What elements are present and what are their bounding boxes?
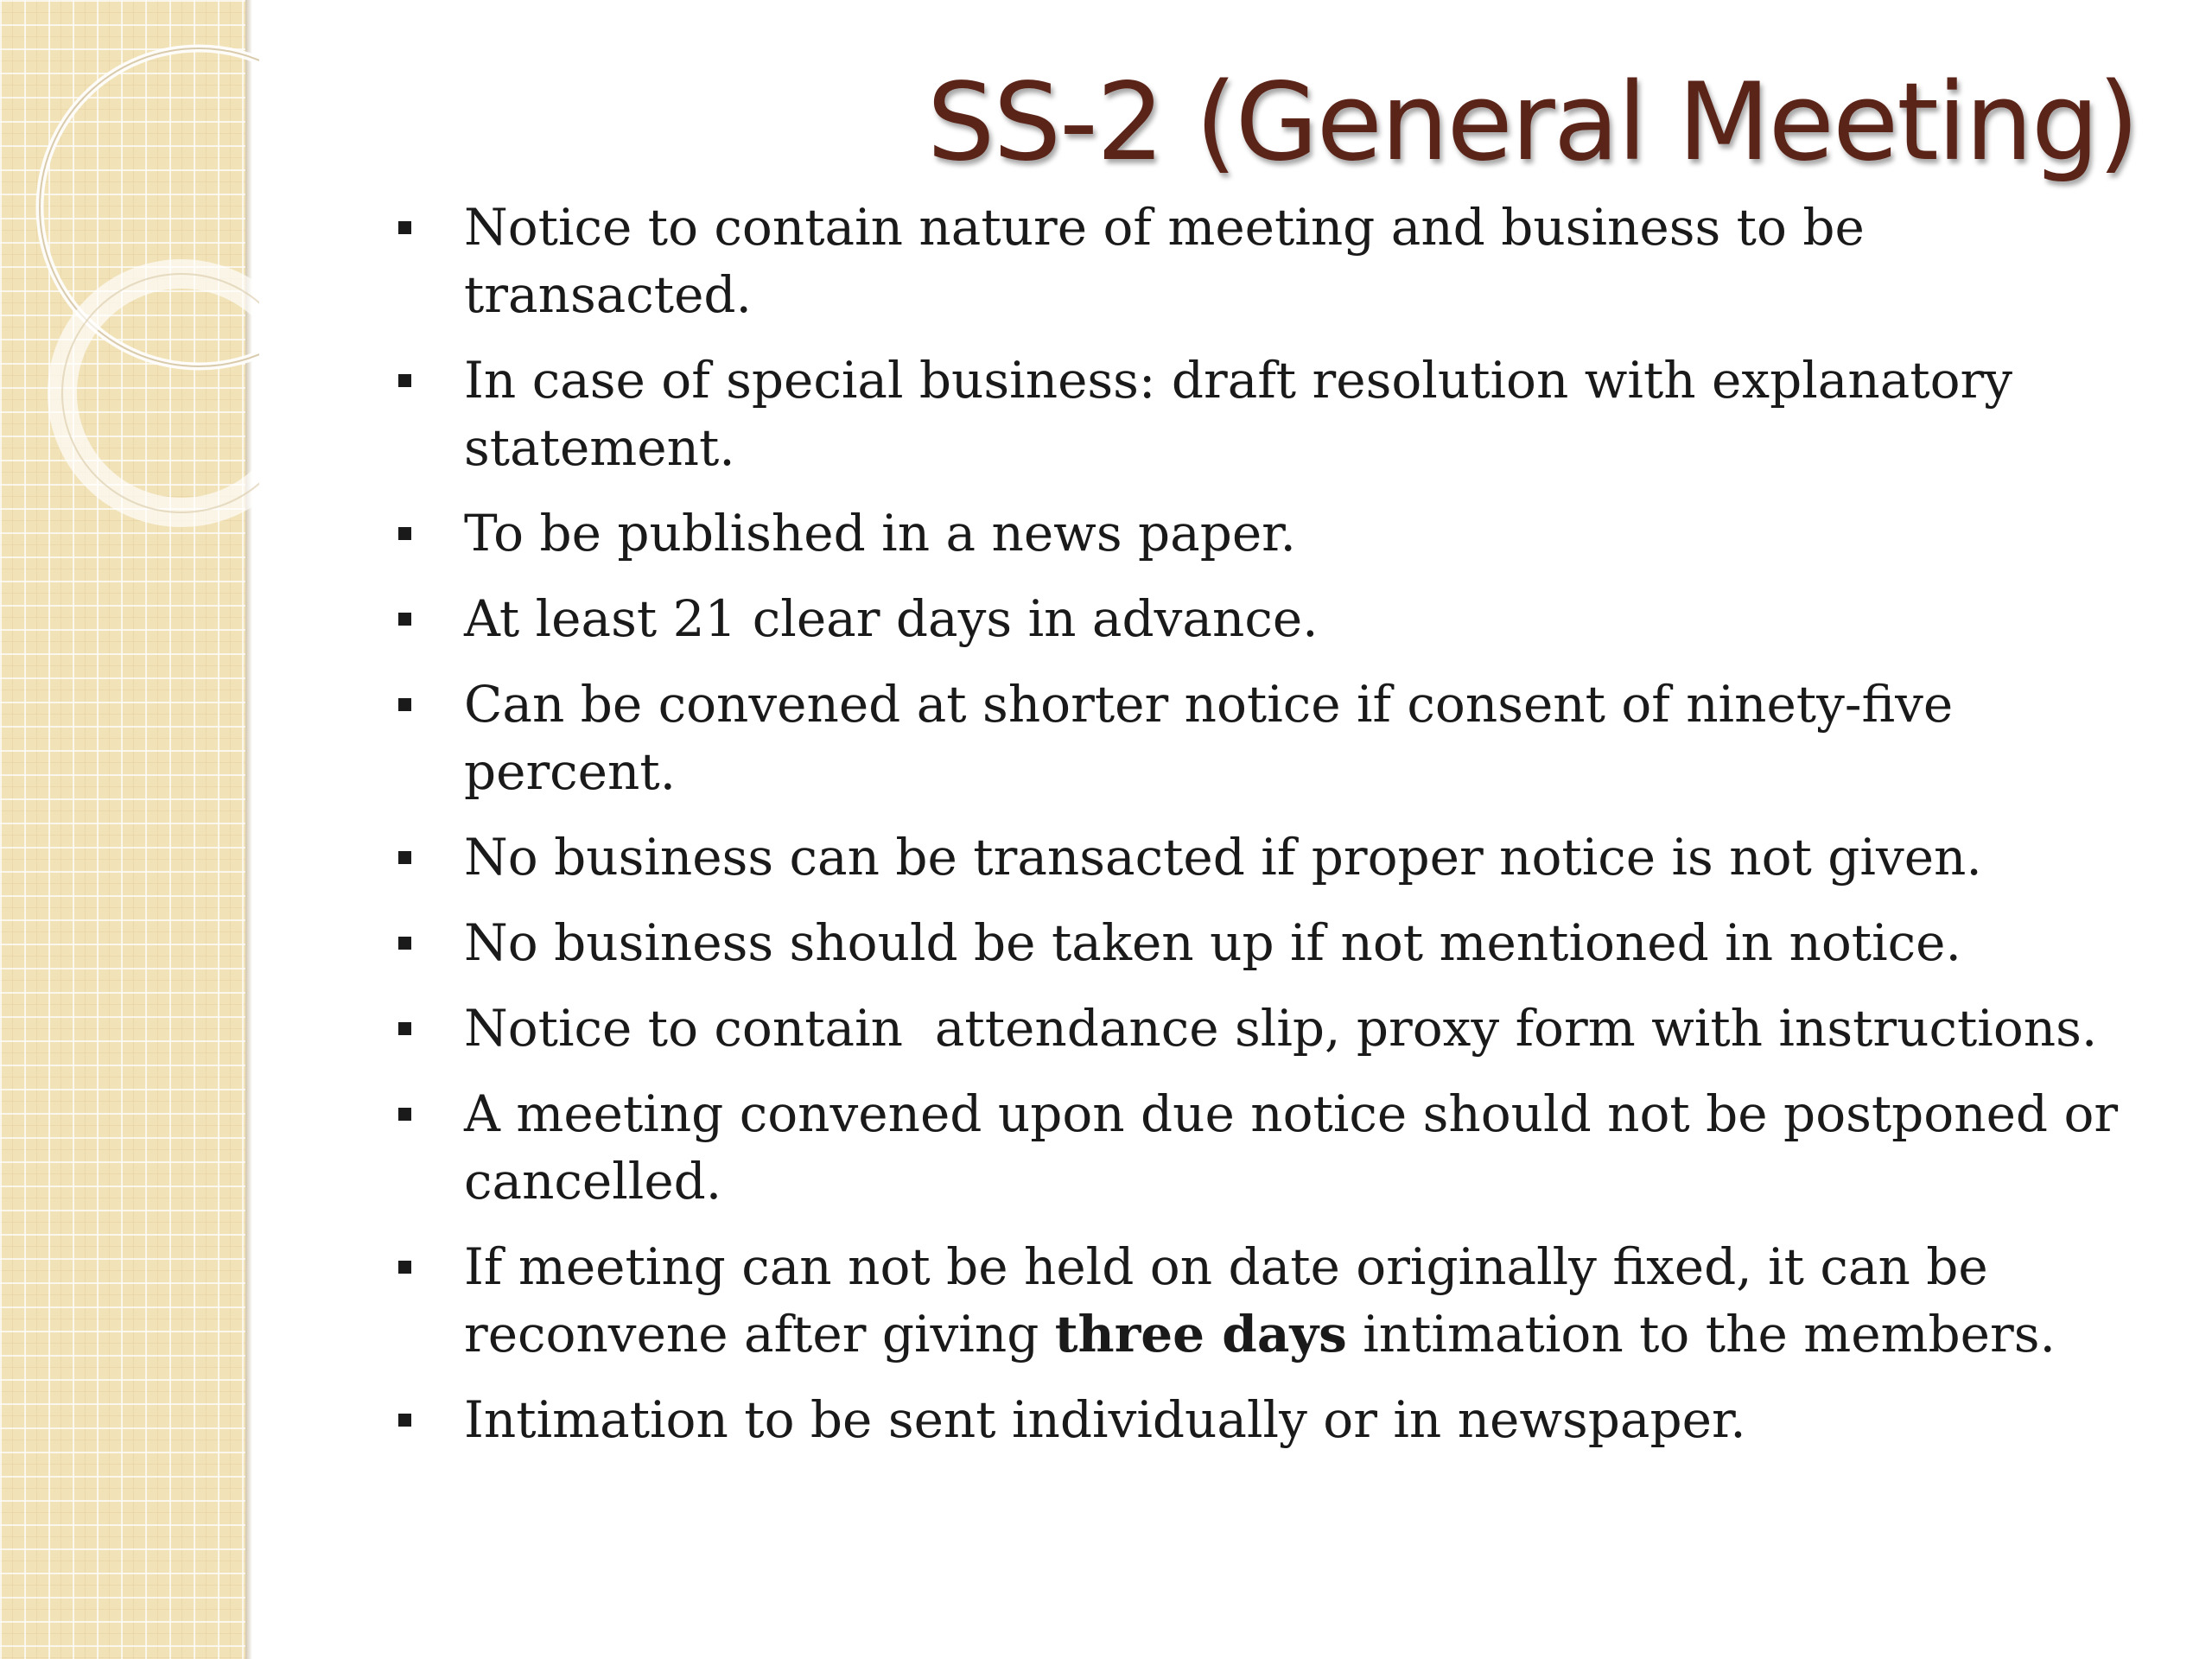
bullet-text-bold: three days xyxy=(1054,1305,1347,1363)
bullet-item xyxy=(393,823,2147,891)
bullet-item xyxy=(393,1386,2147,1453)
square-bullet-icon xyxy=(398,1022,411,1035)
square-bullet-icon xyxy=(398,613,411,626)
bullet-item xyxy=(393,194,2147,328)
bullet-text: No business should be taken up if not mentioned in notice. xyxy=(464,913,1961,972)
bullet-text: In case of special business: draft resolution with explanatory statement. xyxy=(464,351,2012,477)
bullet-text-after: intimation to the members. xyxy=(1346,1305,2056,1363)
bullet-text: Can be convened at shorter notice if consent of ninety-five percent. xyxy=(464,675,1954,801)
bullet-item xyxy=(393,346,2147,481)
bullet-list xyxy=(393,194,2147,1471)
bullet-text-before: If meeting can not be held on date originally fixed, it can be reconvene after giving xyxy=(464,1237,1988,1363)
bullet-item xyxy=(393,1080,2147,1215)
bullet-item xyxy=(393,671,2147,805)
square-bullet-icon xyxy=(398,937,411,950)
bullet-text xyxy=(464,1237,2056,1363)
square-bullet-icon xyxy=(398,221,411,234)
bullet-text: Notice to contain nature of meeting and business to be transacted. xyxy=(464,198,1865,324)
square-bullet-icon xyxy=(398,851,411,864)
bullet-item xyxy=(393,909,2147,976)
bullet-text: At least 21 clear days in advance. xyxy=(464,589,1319,648)
bullet-text: A meeting convened upon due notice should not be postponed or cancelled. xyxy=(464,1084,2119,1211)
bullet-text: No business can be transacted if proper notice is not given. xyxy=(464,828,1982,887)
square-bullet-icon xyxy=(398,1414,411,1427)
bullet-item xyxy=(393,585,2147,652)
square-bullet-icon xyxy=(398,527,411,540)
square-bullet-icon xyxy=(398,1108,411,1121)
bullet-text: To be published in a news paper. xyxy=(464,504,1296,563)
bullet-item xyxy=(393,499,2147,567)
square-bullet-icon xyxy=(398,374,411,387)
ring-decoration-icon xyxy=(0,0,259,553)
slide-title: SS-2 (General Meeting) xyxy=(926,60,2138,185)
bullet-text: Intimation to be sent individually or in newspaper. xyxy=(464,1390,1746,1449)
bullet-item xyxy=(393,1233,2147,1368)
square-bullet-icon xyxy=(398,698,411,711)
square-bullet-icon xyxy=(398,1261,411,1274)
bullet-text: Notice to contain attendance slip, proxy form with instructions. xyxy=(464,999,2098,1058)
bullet-item xyxy=(393,995,2147,1062)
